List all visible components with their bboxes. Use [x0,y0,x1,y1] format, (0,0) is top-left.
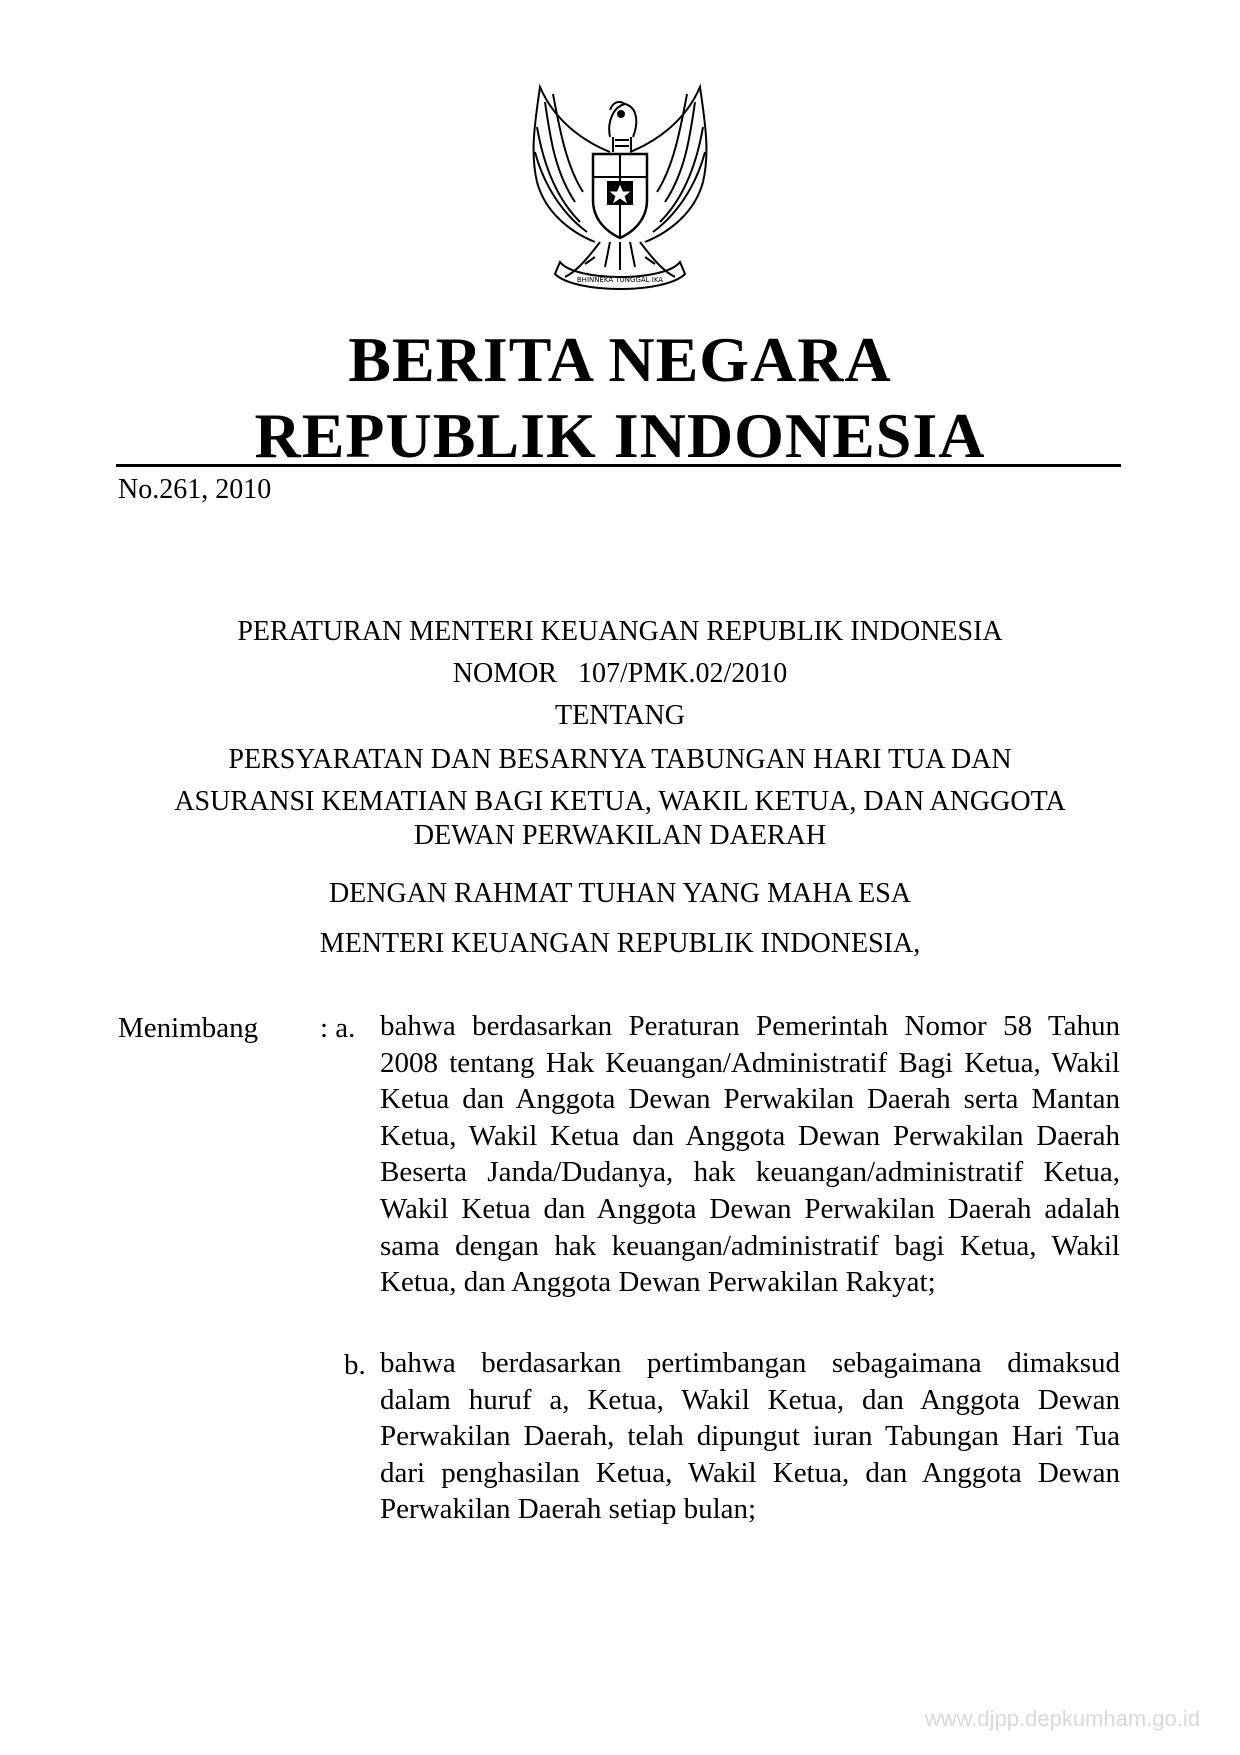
masthead-divider [116,464,1121,467]
invocation-text: DENGAN RAHMAT TUHAN YANG MAHA ESA [328,878,912,909]
watermark-text: www.djpp.depkumham.go.id [924,1706,1200,1731]
regulation-title-line: ASURANSI KEMATIAN BAGI KETUA, WAKIL KETUA, DAN ANGGOTA [174,786,1066,817]
regulation-title-line: DEWAN PERWAKILAN DAERAH [413,820,827,851]
masthead-line-1: BERITA NEGARA [348,324,892,395]
garuda-emblem-icon [515,82,725,297]
regulation-about-label: TENTANG [555,700,685,731]
minister-title: MENTERI KEUANGAN REPUBLIK INDONESIA, [319,928,921,959]
considering-item-a: bahwa berdasarkan Peraturan Pemerintah Nomor 58 Tahun 2008 tentang Hak Keuangan/Administratif Bagi Ketua, Wakil Ketua dan Anggota Dewan Perwakilan Daerah serta Mantan Ketua, Wakil Ketua dan Anggota Dewan Perwakilan Daerah Beserta Janda/Dudanya, hak keuangan/administratif Ketua, Wakil Ketua dan Anggota Dewan Perwakilan Daerah adalah sama dengan hak keuangan/administratif bagi Ketua, Wakil Ketua, dan Anggota Dewan Perwakilan Rakyat; [380,1010,1120,1299]
considering-label: Menimbang [118,1012,259,1044]
document-number: No.261, 2010 [118,474,272,505]
considering-item-b: bahwa berdasarkan pertimbangan sebagaimana dimaksud dalam huruf a, Ketua, Wakil Ketua, dan Anggota Dewan Perwakilan Daerah, telah dipungut iuran Tabungan Hari Tua dari penghasilan Ketua, Wakil Ketua, dan Anggota Dewan Perwakilan Daerah setiap bulan; [380,1347,1120,1526]
item-marker-a: : a. [320,1012,356,1044]
regulation-issuer: PERATURAN MENTERI KEUANGAN REPUBLIK INDONESIA [237,616,1003,647]
regulation-number: NOMOR 107/PMK.02/2010 [452,658,788,689]
masthead-line-2: REPUBLIK INDONESIA [254,400,986,471]
item-marker-b: b. [344,1349,366,1381]
motto-text: BHINNEKA TUNGGAL IKA [576,276,664,284]
regulation-title-line: PERSYARATAN DAN BESARNYA TABUNGAN HARI TUA DAN [228,744,1012,775]
